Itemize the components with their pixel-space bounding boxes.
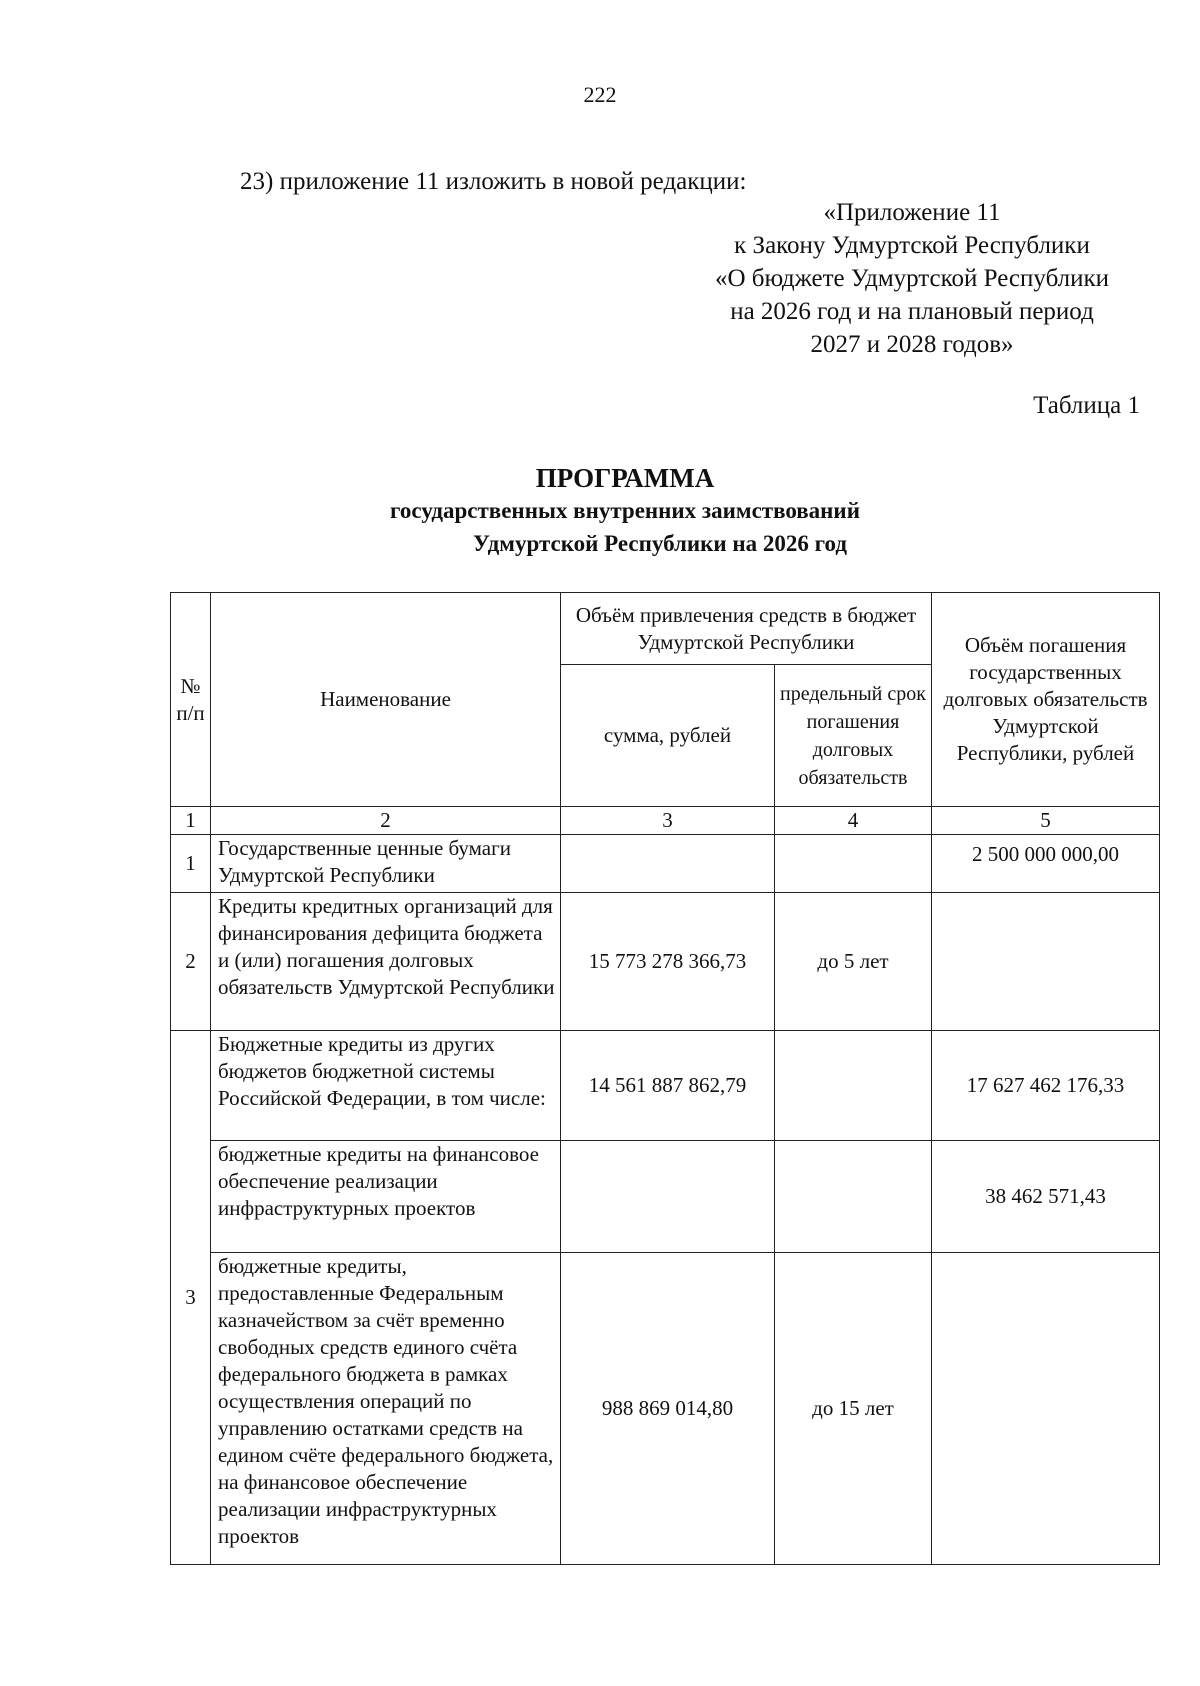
column-number: 3 bbox=[561, 807, 775, 835]
table-row bbox=[171, 893, 1160, 1031]
row-name: бюджетные кредиты на финансовое обеспечение реализации инфраструктурных проектов bbox=[211, 1141, 561, 1253]
row-term bbox=[775, 1031, 932, 1141]
header-term: предельный срок погашения долговых обязательств bbox=[775, 665, 932, 807]
table-row bbox=[171, 835, 1160, 893]
row-no: 1 bbox=[171, 835, 211, 893]
row-name: Кредиты кредитных организаций для финансирования дефицита бюджета и (или) погашения долговых обязательств Удмуртской Республики bbox=[211, 893, 561, 1031]
row-repayment bbox=[932, 1253, 1160, 1565]
document-title bbox=[0, 462, 1200, 560]
header-repayment: Объём погашения государственных долговых обязательств Удмуртской Республики, рублей bbox=[932, 593, 1160, 807]
appendix-line: 2027 и 2028 годов» bbox=[810, 331, 1014, 358]
row-term bbox=[775, 835, 932, 893]
row-repayment: 38 462 571,43 bbox=[932, 1141, 1160, 1253]
column-number-row bbox=[171, 807, 1160, 835]
amendment-intro: 23) приложение 11 изложить в новой редакции: bbox=[240, 168, 747, 195]
column-number: 1 bbox=[171, 807, 211, 835]
appendix-line: «О бюджете Удмуртской Республики bbox=[714, 265, 1110, 292]
row-sum bbox=[561, 835, 775, 893]
header-name: Наименование bbox=[211, 593, 561, 807]
row-no: 2 bbox=[171, 893, 211, 1031]
row-repayment bbox=[932, 893, 1160, 1031]
row-name: Бюджетные кредиты из других бюджетов бюджетной системы Российской Федерации, в том числе: bbox=[211, 1031, 561, 1141]
header-row bbox=[171, 593, 1160, 665]
table-row bbox=[171, 1253, 1160, 1565]
page-number: 222 bbox=[583, 82, 617, 107]
row-term: до 5 лет bbox=[775, 893, 932, 1031]
appendix-line: «Приложение 11 bbox=[823, 199, 1001, 226]
column-number: 2 bbox=[211, 807, 561, 835]
row-sum: 15 773 278 366,73 bbox=[561, 893, 775, 1031]
row-repayment: 2 500 000 000,00 bbox=[932, 835, 1160, 893]
appendix-line: к Закону Удмуртской Республики bbox=[734, 232, 1090, 259]
row-sum bbox=[561, 1141, 775, 1253]
row-sum: 14 561 887 862,79 bbox=[561, 1031, 775, 1141]
header-no: № п/п bbox=[171, 593, 211, 807]
column-number: 4 bbox=[775, 807, 932, 835]
row-name: бюджетные кредиты, предоставленные Федеральным казначейством за счёт временно свободных средств единого счёта федерального бюджета в рамках осуществления операций по управлению остатками средств на едином счёте федерального бюджета, на финансовое обеспечение реализации инфраструктурных проектов bbox=[211, 1253, 561, 1565]
column-number: 5 bbox=[932, 807, 1160, 835]
table-label: Таблица 1 bbox=[1033, 392, 1140, 419]
row-no: 3 bbox=[171, 1031, 211, 1565]
row-term: до 15 лет bbox=[775, 1253, 932, 1565]
table-row bbox=[171, 1141, 1160, 1253]
header-sum: сумма, рублей bbox=[561, 665, 775, 807]
title-line-2: государственных внутренних заимствований bbox=[390, 498, 860, 523]
row-term bbox=[775, 1141, 932, 1253]
title-line-3: Удмуртской Республики на 2026 год bbox=[472, 531, 848, 556]
title-main: ПРОГРАММА bbox=[535, 463, 715, 493]
row-name: Государственные ценные бумаги Удмуртской Республики bbox=[211, 835, 561, 893]
appendix-line: на 2026 год и на плановый период bbox=[730, 298, 1094, 325]
table-row bbox=[171, 1031, 1160, 1141]
appendix-heading bbox=[672, 196, 1152, 361]
row-repayment: 17 627 462 176,33 bbox=[932, 1031, 1160, 1141]
borrowings-table bbox=[170, 592, 1160, 1565]
row-sum: 988 869 014,80 bbox=[561, 1253, 775, 1565]
header-attraction: Объём привлечения средств в бюджет Удмуртской Республики bbox=[561, 593, 932, 665]
